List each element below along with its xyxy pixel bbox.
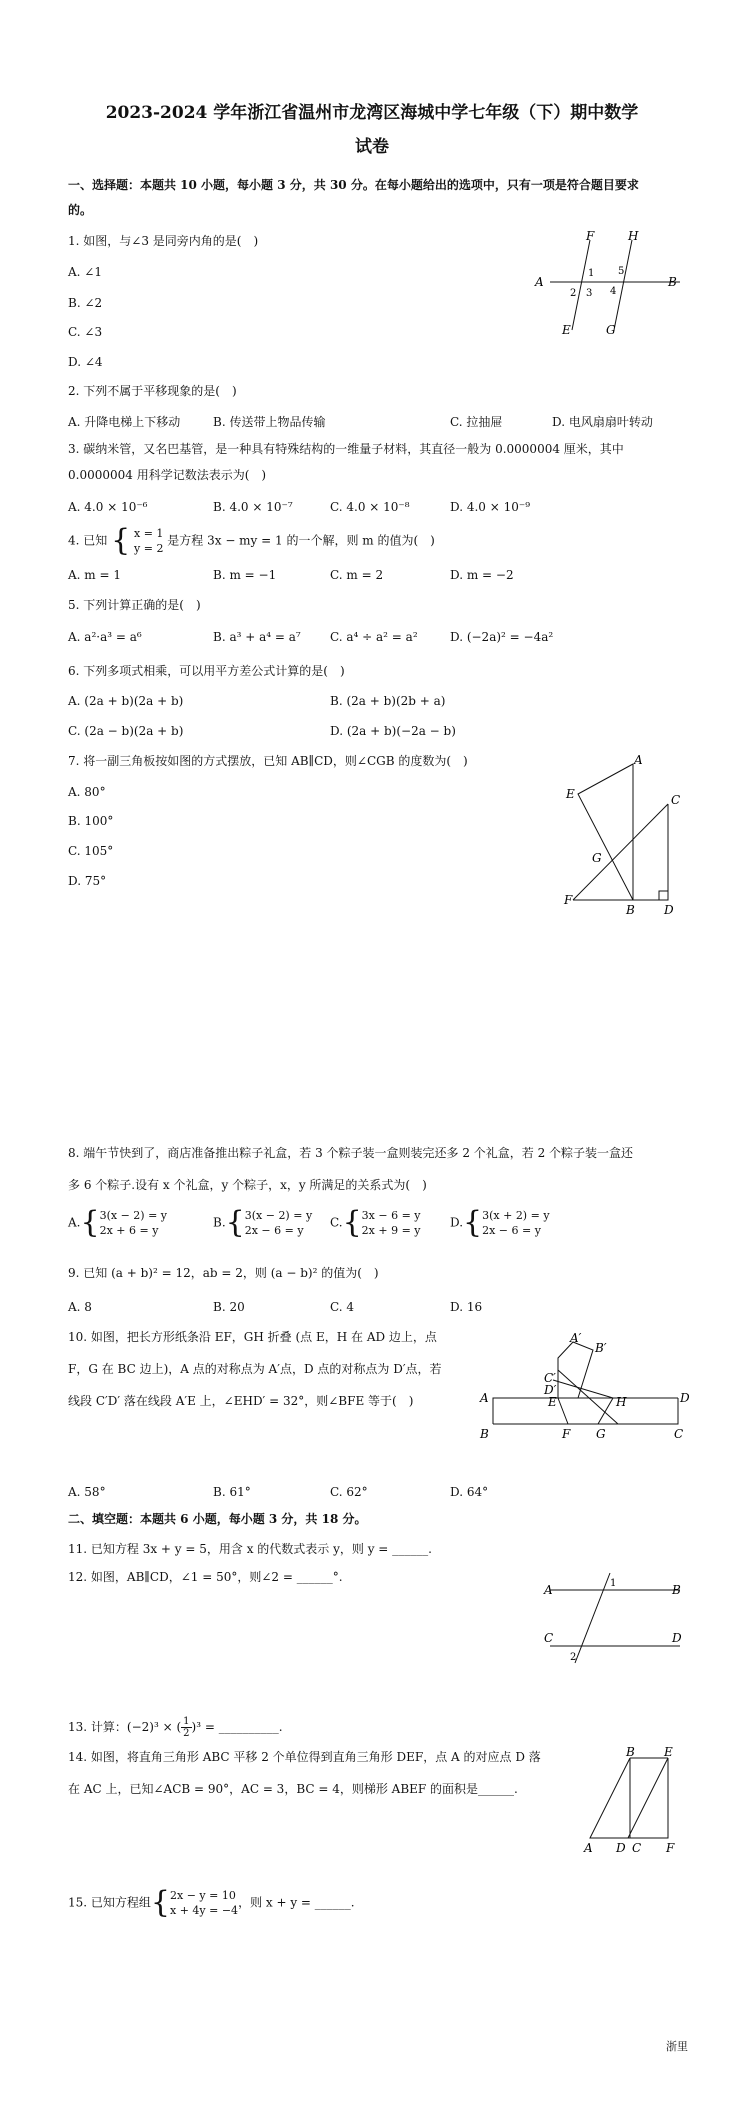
q7-label-a: A [634,753,643,767]
q1-label-f: F [586,229,595,243]
q14-label-c: C [632,1841,642,1855]
q1-label-b: B [668,275,677,289]
q14-label-f: F [666,1841,675,1855]
section1-heading: 一、选择题：本题共 10 小题，每小题 3 分，共 30 分。在每小题给出的选项中，只有一项是符合题目要求 [68,178,639,192]
q6-option-a: A. (2a + b)(2a + b) [68,694,184,708]
q3-stem-line1: 3. 碳纳米管，又名巴基管，是一种具有特殊结构的一维量子材料，其直径一般为 0.0000004 厘米，其中 [68,442,624,456]
q9-option-b: B. 20 [213,1300,245,1314]
q10-label-a: A [480,1391,489,1405]
q8-option-d: D.{3(x + 2) = y 2x − 6 = y [450,1205,550,1240]
q1-label-g: G [606,323,616,337]
q1-label-e: E [562,323,571,337]
q14-label-e: E [664,1745,673,1759]
q8-stem-line1: 8. 端午节快到了，商店准备推出粽子礼盒，若 3 个粽子装一盒则装完还多 2 个礼盒，若 2 个粽子装一盒还 [68,1146,634,1160]
q14-stem-line2: 在 AC 上，已知∠ACB = 90°，AC = 3，BC = 4，则梯形 ABEF 的面积是______. [68,1782,518,1796]
section2-heading: 二、填空题：本题共 6 小题，每小题 3 分，共 18 分。 [68,1512,367,1526]
q4-option-a: A. m = 1 [68,568,121,582]
q10-label-f: F [562,1427,571,1441]
q10-label-a-prime: A′ [570,1331,582,1345]
q10-figure [478,1330,688,1442]
q10-label-e: E [548,1395,557,1409]
q3-option-c: C. 4.0 × 10⁻⁸ [330,500,410,514]
q7-option-d: D. 75° [68,874,107,888]
q10-label-d: D [680,1391,690,1405]
q6-option-d: D. (2a + b)(−2a − b) [330,724,456,738]
q12-stem: 12. 如图，AB∥CD，∠1 = 50°，则∠2 = ______°. [68,1570,343,1584]
q2-option-b: B. 传送带上物品传输 [213,415,326,429]
q7-option-c: C. 105° [68,844,114,858]
q8-option-c: C.{3x − 6 = y 2x + 9 = y [330,1205,421,1240]
q10-stem-line1: 10. 如图，把长方形纸条沿 EF，GH 折叠 (点 E，H 在 AD 边上，点 [68,1330,437,1344]
q9-stem: 9. 已知 (a + b)² = 12，ab = 2，则 (a − b)² 的值为( ) [68,1266,379,1280]
q6-option-b: B. (2a + b)(2b + a) [330,694,446,708]
q12-label-c: C [544,1631,554,1645]
q2-stem: 2. 下列不属于平移现象的是( ) [68,384,237,398]
q10-label-b-prime: B′ [595,1341,607,1355]
q5-option-c: C. a⁴ ÷ a² = a² [330,630,418,644]
q10-label-c: C [674,1427,684,1441]
q7-option-a: A. 80° [68,785,106,799]
q7-label-e: E [566,787,575,801]
q10-label-c-prime: C′ [544,1371,556,1385]
q12-angle-1: 1 [610,1578,617,1589]
q2-option-c: C. 拉抽屉 [450,415,503,429]
q3-option-d: D. 4.0 × 10⁻⁹ [450,500,531,514]
q5-option-d: D. (−2a)² = −4a² [450,630,554,644]
q7-label-g: G [592,851,602,865]
q5-stem: 5. 下列计算正确的是( ) [68,598,201,612]
q2-option-d: D. 电风扇扇叶转动 [552,415,653,429]
q4-option-b: B. m = −1 [213,568,277,582]
q10-label-d-prime: D′ [544,1383,557,1397]
q1-angle-2: 2 [570,288,577,299]
q7-label-b: B [626,903,635,917]
q6-stem: 6. 下列多项式相乘，可以用平方差公式计算的是( ) [68,664,345,678]
q13-stem: 13. 计算：$(-2)^3 \times (\frac{1}{2})^3$ = __________. [68,1716,283,1739]
q8-option-b: B.{3(x − 2) = y 2x − 6 = y [213,1205,313,1240]
q12-label-a: A [544,1583,553,1597]
q2-option-a: A. 升降电梯上下移动 [68,415,181,429]
q14-figure [580,1746,690,1858]
q10-option-c: C. 62° [330,1485,368,1499]
q1-angle-5: 5 [618,266,625,277]
q14-label-d: D [616,1841,626,1855]
q4-option-c: C. m = 2 [330,568,384,582]
exam-title-line2: 试卷 [355,137,389,157]
q1-angle-4: 4 [610,286,617,297]
q12-figure [540,1568,690,1668]
q1-label-h: H [628,229,639,243]
q5-option-a: A. a²·a³ = a⁶ [68,630,142,644]
q7-stem: 7. 将一副三角板按如图的方式摆放，已知 AB∥CD，则∠CGB 的度数为( ) [68,754,468,768]
section1-heading-cont: 的。 [68,203,93,217]
q4-stem: 4. 已知 { x = 1 y = 2 是方程 3x − my = 1 的一个解，则 m 的值为( ) [68,523,435,558]
q3-stem-line2: 0.0000004 用科学记数法表示为( ) [68,468,267,482]
q5-option-b: B. a³ + a⁴ = a⁷ [213,630,301,644]
q14-label-b: B [626,1745,635,1759]
q1-label-a: A [535,275,544,289]
q8-option-a: A.{3(x − 2) = y 2x + 6 = y [68,1205,167,1240]
footer-watermark: 浙里 [666,2040,688,2053]
q14-label-a: A [584,1841,593,1855]
q1-angle-1: 1 [588,268,595,279]
q9-option-d: D. 16 [450,1300,483,1314]
q7-option-b: B. 100° [68,814,114,828]
exam-title-line1: 2023-2024 学年浙江省温州市龙湾区海城中学七年级（下）期中数学 [105,103,639,123]
q12-label-d: D [672,1631,682,1645]
q1-figure [530,230,690,340]
q9-option-c: C. 4 [330,1300,355,1314]
q11-stem: 11. 已知方程 3x + y = 5，用含 x 的代数式表示 y，则 y = ______. [68,1542,432,1556]
q1-stem: 1. 如图，与∠3 是同旁内角的是( ) [68,234,259,248]
q10-stem-line3: 线段 C′D′ 落在线段 A′E 上，∠EHD′ = 32°，则∠BFE 等于( ) [68,1394,414,1408]
q14-stem-line1: 14. 如图，将直角三角形 ABC 平移 2 个单位得到直角三角形 DEF，点 A 的对应点 D 落 [68,1750,541,1764]
q10-stem-line2: F，G 在 BC 边上)，A 点的对称点为 A′点，D 点的对称点为 D′点，若 [68,1362,442,1376]
q4-option-d: D. m = −2 [450,568,514,582]
q7-label-d: D [664,903,674,917]
q3-option-a: A. 4.0 × 10⁻⁶ [68,500,148,514]
q12-label-b: B [672,1583,681,1597]
q6-option-c: C. (2a − b)(2a + b) [68,724,184,738]
q1-angle-3: 3 [586,288,593,299]
q10-option-d: D. 64° [450,1485,489,1499]
q1-option-b: B. ∠2 [68,296,103,310]
q9-option-a: A. 8 [68,1300,92,1314]
q7-figure [558,752,688,917]
q7-label-f: F [564,893,573,907]
q3-option-b: B. 4.0 × 10⁻⁷ [213,500,293,514]
q1-option-a: A. ∠1 [68,265,102,279]
q7-label-c: C [671,793,681,807]
q10-label-b: B [480,1427,489,1441]
q12-angle-2: 2 [570,1652,577,1663]
q10-option-a: A. 58° [68,1485,106,1499]
q15-stem: 15. 已知方程组{2x − y = 10 x + 4y = −4，则 x + y = ______. [68,1885,355,1920]
q10-label-g: G [596,1427,606,1441]
q10-option-b: B. 61° [213,1485,251,1499]
q1-option-c: C. ∠3 [68,325,103,339]
q8-stem-line2: 多 6 个粽子.设有 x 个礼盒，y 个粽子，x，y 所满足的关系式为( ) [68,1178,427,1192]
q10-label-h: H [616,1395,627,1409]
q1-option-d: D. ∠4 [68,355,103,369]
